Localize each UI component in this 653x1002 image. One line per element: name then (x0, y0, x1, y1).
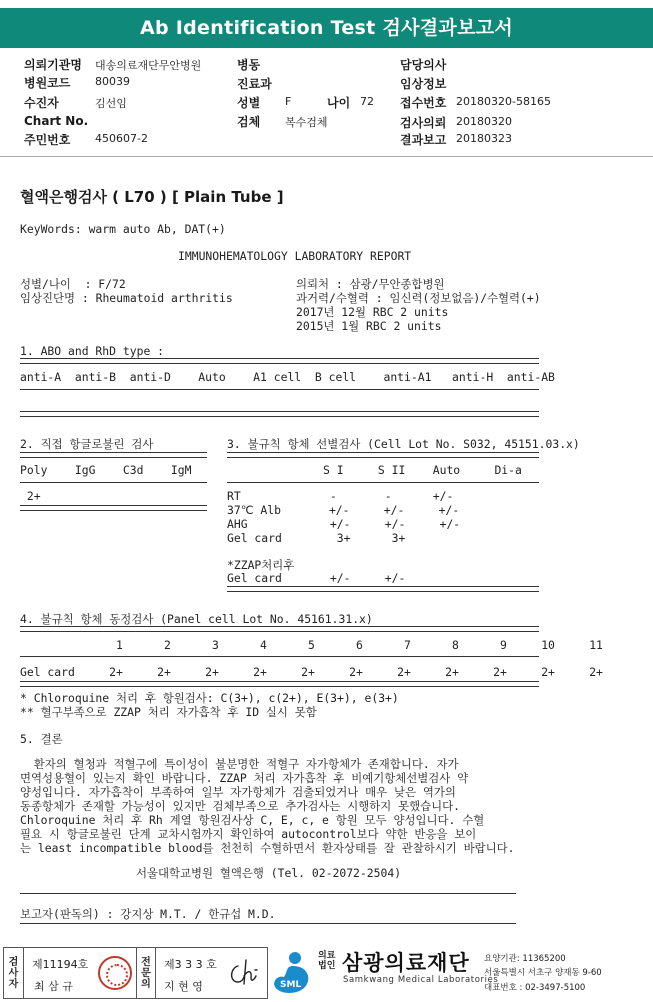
section4-rule-top (20, 626, 539, 632)
lab-title: IMMUNOHEMATOLOGY LABORATORY REPORT (178, 249, 412, 263)
keywords: KeyWords: warm auto Ab, DAT(+) (20, 222, 226, 236)
age-label: 나이 (327, 96, 351, 110)
history: 과거력/수혈력 : 임신력(정보없음)/수혈력(+) (296, 291, 541, 305)
reporter-rule (20, 923, 516, 924)
referrer: 의뢰처 : 삼광/무안종합병원 (296, 277, 445, 291)
section4-title: 4. 불규칙 항체 동정검사 (Panel cell Lot No. 45161.31.x) (20, 612, 373, 626)
resident-value: 450607-2 (95, 132, 148, 145)
org-name: 삼광의료재단 (342, 951, 470, 975)
chart-label: Chart No. (24, 114, 89, 128)
age-value: 72 (360, 95, 374, 108)
conclusion-line-4: 동종항체가 존재할 가능성이 있지만 검체부족으로 추가검사는 시행하지 못했습니다. (20, 799, 460, 813)
section1-rule-top (20, 358, 539, 364)
institution-value: 대송의료재단무안병원 (95, 59, 202, 72)
clinical-label: 임상정보 (400, 77, 447, 91)
note-zzap: ** 혈구부족으로 ZZAP 처리 자가흡착 후 ID 실시 못함 (20, 705, 317, 719)
section3-rule-bottom (227, 586, 539, 592)
section3-row-rt: RT - - +/- (227, 489, 454, 503)
specimen-label: 검체 (237, 115, 261, 129)
signoff-rule (20, 893, 516, 894)
conclusion-line-1: 환자의 혈청과 적혈구에 특이성이 불분명한 적혈구 자가항체가 존재합니다. 자가 (20, 757, 459, 771)
hospital-code-value: 80039 (95, 75, 130, 88)
section2-rule-bottom (20, 505, 207, 511)
section2-value: 2+ (20, 489, 41, 503)
history-line3: 2015년 1월 RBC 2 units (296, 319, 442, 333)
header-divider (0, 156, 653, 157)
signoff: 서울대학교병원 혈액은행 (Tel. 02-2072-2504) (136, 866, 402, 880)
zzap-title: *ZZAP처리후 (227, 558, 295, 572)
report-date-value: 20180323 (456, 132, 512, 145)
examinee-value: 김선임 (95, 97, 127, 110)
section2-rule-mid (20, 482, 207, 483)
examiner-seal-icon (98, 956, 132, 990)
ward-label: 병동 (237, 58, 261, 72)
section5-title: 5. 결론 (20, 732, 63, 746)
examiner-name: 최 삼 규 (34, 980, 73, 993)
section3-title: 3. 불규칙 항체 선별검사 (Cell Lot No. S032, 45151.03.x) (227, 437, 580, 451)
dept-label: 진료과 (237, 77, 272, 91)
examiner-license: 제11194호 (32, 958, 89, 971)
section1-rule-mid (20, 389, 539, 390)
report-title-bar: Ab Identification Test 검사결과보고서 (0, 8, 653, 48)
examiner-header: 검 사 자 (4, 948, 24, 998)
sex-value: F (285, 95, 292, 108)
sex-age: 성별/나이 : F/72 (20, 277, 126, 291)
doctor-label: 담당의사 (400, 58, 447, 72)
org-type: 의료법인 (318, 951, 336, 971)
receipt-value: 20180320-58165 (456, 95, 551, 108)
section4-row: Gel card 2+ 2+ 2+ 2+ 2+ 2+ 2+ 2+ 2+ 2+ 2+ (20, 665, 603, 679)
history-line2: 2017년 12월 RBC 2 units (296, 305, 449, 319)
request-label: 검사의뢰 (400, 116, 447, 130)
section4-rule-mid (20, 656, 539, 657)
section3-row-ahg: AHG +/- +/- +/- (227, 517, 461, 531)
hospital-code-label: 병원코드 (24, 76, 71, 90)
conclusion-line-6: 필요 시 항글로불린 단계 교차시험까지 확인하여 autocontrol보다 약한 반응을 보이 (20, 827, 477, 841)
specialist-header: 전 문 의 (136, 948, 156, 998)
svg-text:SML: SML (280, 980, 302, 990)
report-heading: 혈액은행검사 ( L70 ) [ Plain Tube ] (20, 188, 284, 206)
section1-rule-bottom (20, 411, 539, 417)
receipt-label: 접수번호 (400, 96, 447, 110)
conclusion-line-5: Chloroquine 처리 후 Rh 계열 항원검사상 C, E, c, e 항원 모두 양성입니다. 수혈 (20, 813, 485, 827)
org-phone: 대표번호 : 02-3497-5100 (484, 983, 586, 993)
conclusion-line-2: 면역성용혈이 있는지 확인 바랍니다. ZZAP 처리 자가흡착 후 비예기항체선별검사 약 (20, 771, 469, 785)
section3-row-gel: Gel card 3+ 3+ (227, 531, 406, 545)
specimen-value: 복수검체 (285, 116, 328, 129)
signature-icon (226, 956, 264, 990)
footer (0, 945, 653, 1002)
reporter: 보고자(판독의) : 강지상 M.T. / 한규섭 M.D. (20, 907, 276, 921)
specialist-license: 제3 3 3 호 (164, 958, 217, 971)
note-chloroquine: * Chloroquine 처리 후 항원검사: C(3+), c(2+), E(3+), e(3+) (20, 691, 399, 705)
specialist-name: 지 현 영 (164, 980, 203, 993)
section3-header: S I S II Auto Di-a (227, 463, 522, 477)
section3-rule-mid (227, 482, 539, 483)
report-date-label: 결과보고 (400, 133, 447, 147)
resident-label: 주민번호 (24, 133, 71, 147)
section2-header: Poly IgG C3d IgM (20, 463, 192, 477)
sex-label: 성별 (237, 96, 261, 110)
org-code: 요양기관: 11365200 (484, 954, 566, 964)
section3-rule-top (227, 452, 539, 458)
org-english-name: Samkwang Medical Laboratories (343, 975, 499, 985)
diagnosis: 임상진단명 : Rheumatoid arthritis (20, 291, 233, 305)
signature-box (3, 947, 268, 999)
section1-title: 1. ABO and RhD type : (20, 344, 165, 358)
section4-rule-bottom (20, 681, 539, 687)
section2-rule-top (20, 452, 207, 458)
conclusion-line-7: 는 least incompatible blood를 천천히 수혈하면서 환자상태를 잘 관찰하시기 바랍니다. (20, 841, 515, 855)
zzap-row: Gel card +/- +/- (227, 571, 406, 585)
examinee-label: 수진자 (24, 96, 59, 110)
section3-row-37c: 37℃ Alb +/- +/- +/- (227, 503, 460, 517)
sml-logo-icon (272, 949, 314, 997)
institution-label: 의뢰기관명 (24, 58, 82, 72)
section4-header: 1 2 3 4 5 6 7 8 9 10 11 (20, 638, 603, 652)
conclusion-line-3: 양성입니다. 자가흡착이 부족하여 일부 자가항체가 검출되었거나 매우 낮은 역가의 (20, 785, 456, 799)
org-address: 서울특별시 서초구 양재동 9-60 (484, 968, 602, 978)
request-value: 20180320 (456, 115, 512, 128)
section1-header: anti-A anti-B anti-D Auto A1 cell B cell anti-A1 anti-H anti-AB (20, 370, 555, 384)
section2-title: 2. 직접 항글로불린 검사 (20, 437, 154, 451)
